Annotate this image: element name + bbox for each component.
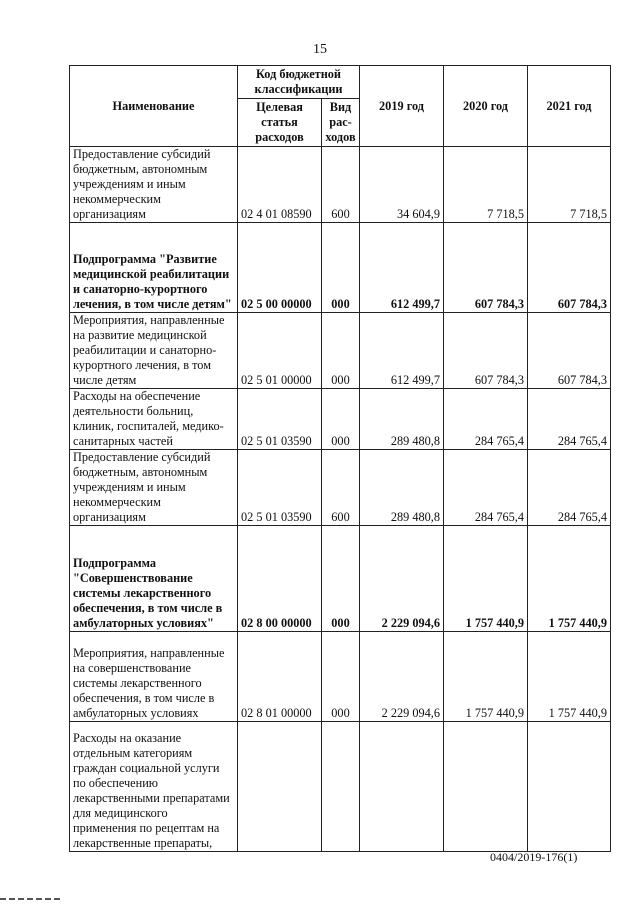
row-value-2020: 1 757 440,9 [444,526,528,632]
row-value-2021: 284 765,4 [528,450,611,526]
row-value-2020 [444,722,528,852]
row-value-2019: 612 499,7 [360,313,444,389]
table-row [70,526,611,632]
row-expense-type: 000 [322,223,360,313]
row-value-2020: 607 784,3 [444,313,528,389]
row-name: Мероприятия, направленные на развитие медицинской реабилитации и санаторно-курортного лечения, в том числе детям [70,313,238,389]
header-2020: 2020 год [444,66,528,147]
row-value-2020: 607 784,3 [444,223,528,313]
row-value-2020: 1 757 440,9 [444,632,528,722]
budget-table [69,65,611,852]
row-expense-type: 600 [322,147,360,223]
row-value-2021: 1 757 440,9 [528,632,611,722]
row-value-2019: 289 480,8 [360,450,444,526]
row-target-code: 02 8 01 00000 [238,632,322,722]
row-target-code: 02 5 00 00000 [238,223,322,313]
header-type: Вид рас-ходов [322,99,360,147]
table-row [70,223,611,313]
table-row [70,450,611,526]
row-name: Мероприятия, направленные на совершенствование системы лекарственного обеспечения, в том числе в амбулаторных условиях [70,632,238,722]
row-name: Подпрограмма "Совершенствование системы лекарственного обеспечения, в том числе в амбулаторных условиях" [70,526,238,632]
table-row [70,389,611,450]
row-name: Подпрограмма "Развитие медицинской реабилитации и санаторно-курортного лечения, в том числе детям" [70,223,238,313]
table-row [70,632,611,722]
header-kbk: Код бюджетной классификации [238,66,360,99]
row-name: Расходы на обеспечение деятельности больниц, клиник, госпиталей, медико-санитарных частей [70,389,238,450]
row-value-2021: 284 765,4 [528,389,611,450]
row-value-2020: 7 718,5 [444,147,528,223]
header-target: Целевая статья расходов [238,99,322,147]
table-row [70,313,611,389]
row-value-2019: 289 480,8 [360,389,444,450]
row-value-2020: 284 765,4 [444,450,528,526]
row-expense-type: 000 [322,526,360,632]
row-expense-type [322,722,360,852]
row-value-2021: 607 784,3 [528,223,611,313]
row-target-code: 02 8 00 00000 [238,526,322,632]
row-expense-type: 000 [322,632,360,722]
header-name: Наименование [70,66,238,147]
row-value-2021: 607 784,3 [528,313,611,389]
row-name: Предоставление субсидий бюджетным, автономным учреждениям и иным некоммерческим организациям [70,147,238,223]
row-name: Предоставление субсидий бюджетным, автономным учреждениям и иным некоммерческим организациям [70,450,238,526]
table-body [70,147,611,852]
row-target-code: 02 5 01 03590 [238,389,322,450]
row-target-code: 02 5 01 00000 [238,313,322,389]
row-value-2021 [528,722,611,852]
row-expense-type: 000 [322,389,360,450]
row-expense-type: 000 [322,313,360,389]
table-row [70,722,611,852]
header-2021: 2021 год [528,66,611,147]
row-value-2019: 34 604,9 [360,147,444,223]
row-target-code [238,722,322,852]
row-target-code: 02 5 01 03590 [238,450,322,526]
row-value-2019: 2 229 094,6 [360,632,444,722]
page-number: 15 [313,42,327,57]
row-value-2020: 284 765,4 [444,389,528,450]
page-edge-mark [0,898,60,900]
row-target-code: 02 4 01 08590 [238,147,322,223]
row-value-2021: 7 718,5 [528,147,611,223]
row-value-2019: 612 499,7 [360,223,444,313]
row-value-2021: 1 757 440,9 [528,526,611,632]
row-name: Расходы на оказание отдельным категориям граждан социальной услуги по обеспечению лекарственными препаратами для медицинского применения по рецептам на лекарственные препараты, [70,722,238,852]
document-code: 0404/2019-176(1) [490,850,578,864]
table-row [70,147,611,223]
row-value-2019 [360,722,444,852]
row-expense-type: 600 [322,450,360,526]
header-2019: 2019 год [360,66,444,147]
row-value-2019: 2 229 094,6 [360,526,444,632]
